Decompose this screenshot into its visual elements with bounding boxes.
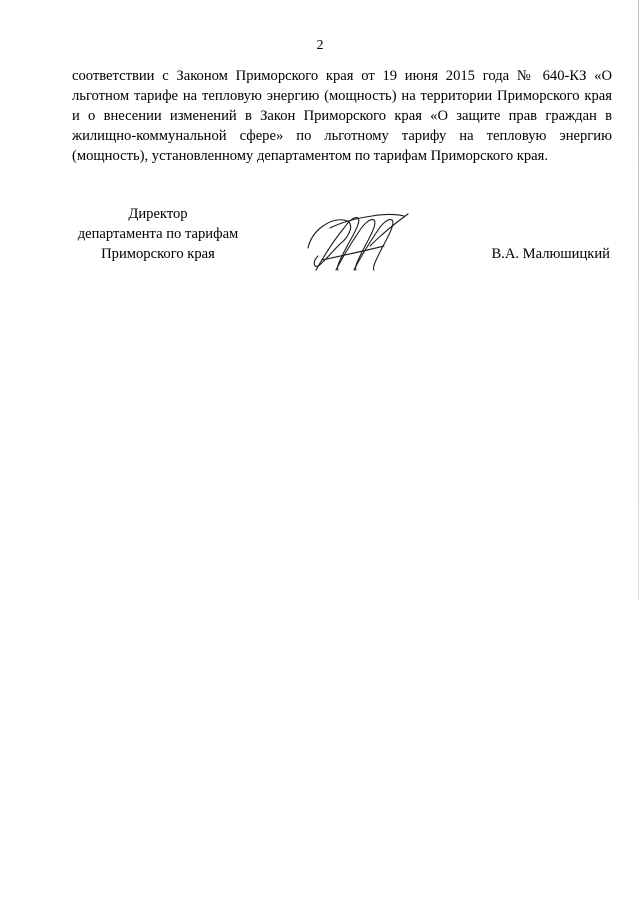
handwritten-signature [300,200,420,280]
page-number: 2 [316,38,324,53]
signatory-position-line-2: департамента по тарифам [77,226,239,242]
page-edge-shadow [638,0,639,600]
body-paragraph: соответствии с Законом Приморского края от 19 июня 2015 года № 640-КЗ «О льготном тарифе на тепловую энергию (мощность) на территории Приморского края и о внесении изменений в Закон Приморского края «О защите прав граждан в жилищно-коммунальной сфере» по льготному тарифу на тепловую энергию (мощность), установленному департаментом по тарифам Приморского края. [72,68,612,164]
signatory-position-line-1: Директор [128,206,188,222]
signatory-position-line-3: Приморского края [101,246,215,262]
signatory-position [58,204,258,264]
signatory-name: В.А. Малюшицкий [491,246,610,262]
